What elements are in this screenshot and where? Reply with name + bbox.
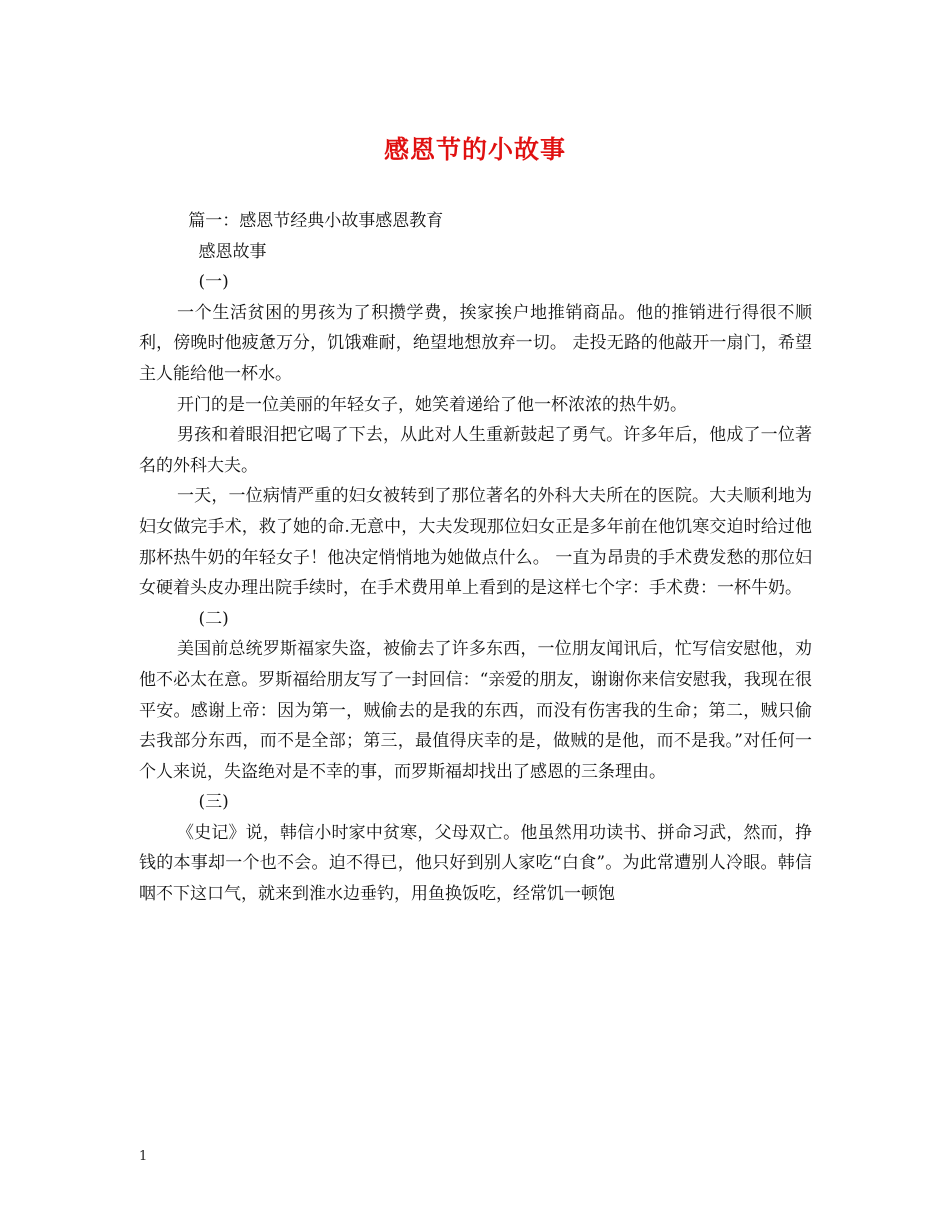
document-title: 感恩节的小故事 (383, 135, 566, 164)
section-heading: 篇一：感恩节经典小故事感恩教育 (188, 211, 444, 231)
paragraph: 一天，一位病情严重的妇女被转到了那位著名的外科大夫所在的医院。大夫顺利地为妇女做完手术，救了她的命.无意中，大夫发现那位妇女正是多年前在他饥寒交迫时给过他那杯热牛奶的年轻女子！他决定悄悄地为她做点什么。 一直为昂贵的手术费发愁的那位妇女硬着头皮办理出院手续时，在手术费用单上看到的是这样七个字：手术费：一杯牛奶。 (139, 486, 812, 599)
page-number: 1 (139, 1149, 148, 1164)
paragraph: 美国前总统罗斯福家失盗，被偷去了许多东西，一位朋友闻讯后，忙写信安慰他，劝他不必太在意。罗斯福给朋友写了一封回信：“亲爱的朋友，谢谢你来信安慰我，我现在很平安。感谢上帝：因为第一，贼偷去的是我的东西，而没有伤害我的生命；第二，贼只偷去我部分东西，而不是全部；第三，最值得庆幸的是，做贼的是他，而不是我。”对任何一个人来说，失盗绝对是不幸的事，而罗斯福却找出了感恩的三条理由。 (139, 639, 812, 782)
document-body (139, 206, 812, 910)
paragraph: 开门的是一位美丽的年轻女子，她笑着递给了他一杯浓浓的热牛奶。 (177, 394, 687, 415)
paragraph: 《史记》说，韩信小时家中贫寒，父母双亡。他虽然用功读书、拼命习武，然而，挣钱的本事却一个也不会。迫不得已，他只好到别人家吃“白食”。为此常遭别人冷眼。韩信咽不下这口气，就来到淮水边垂钓，用鱼换饭吃，经常饥一顿饱 (139, 822, 812, 905)
part-one-label: (一) (198, 272, 229, 293)
subheading: 感恩故事 (198, 241, 267, 262)
part-two-label: (二) (198, 608, 229, 629)
part-three-label: (三) (198, 792, 229, 813)
paragraph: 一个生活贫困的男孩为了积攒学费，挨家挨户地推销商品。他的推销进行得很不顺利，傍晚时他疲惫万分，饥饿难耐，绝望地想放弃一切。 走投无路的他敲开一扇门，希望主人能给他一杯水。 (139, 302, 812, 384)
paragraph: 男孩和着眼泪把它喝了下去，从此对人生重新鼓起了勇气。许多年后，他成了一位著名的外科大夫。 (139, 425, 812, 476)
